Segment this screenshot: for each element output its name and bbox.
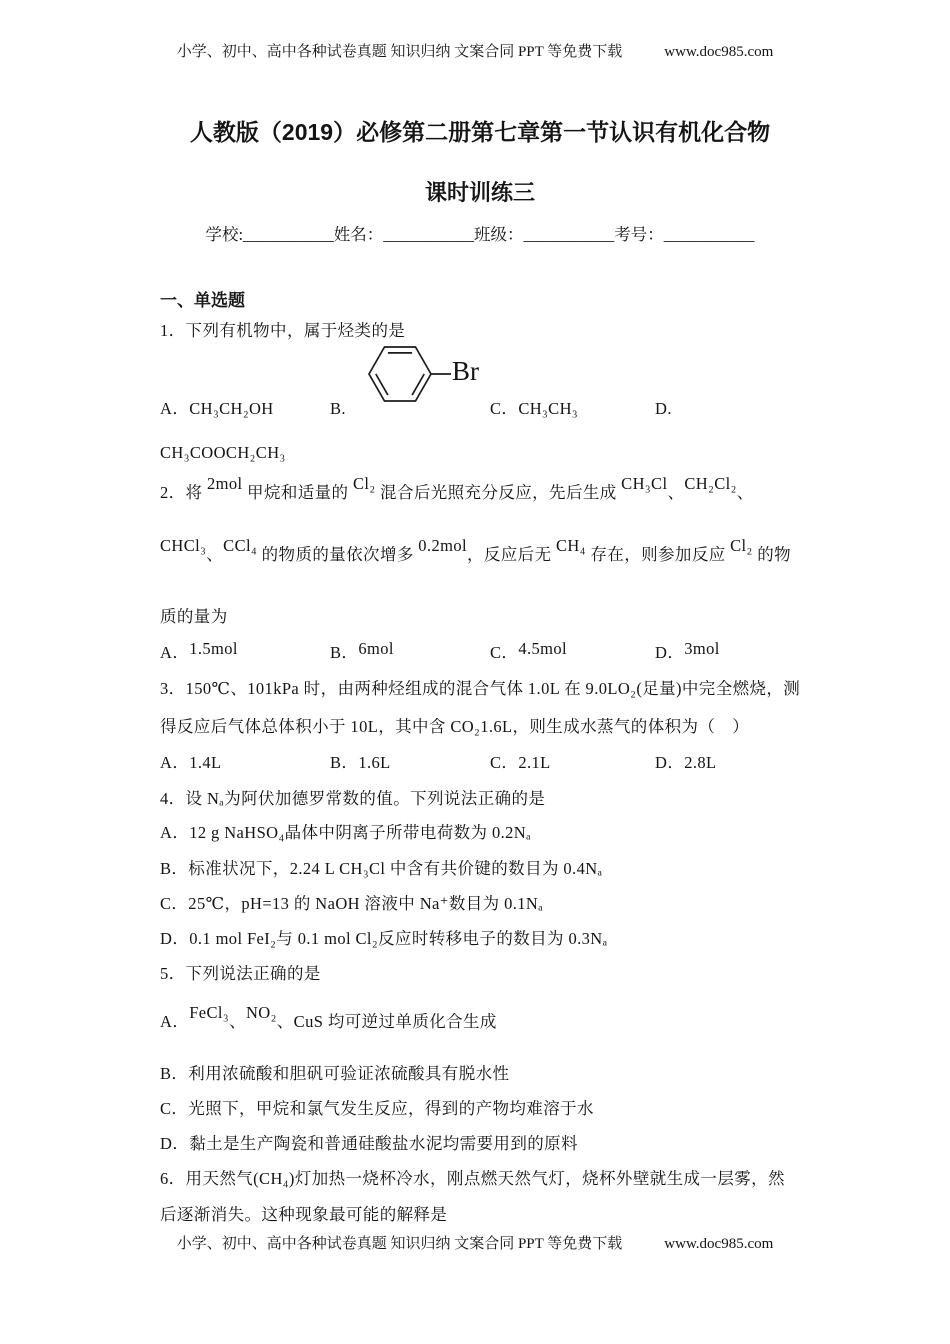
q1-option-c-formula: CH₃CH₃ — [518, 399, 579, 418]
benzene-ring-icon — [352, 334, 512, 416]
q1-option-c-label: C． — [490, 399, 519, 418]
header-site-url: www.doc985.com — [664, 44, 774, 60]
q2-stem-line3: 质的量为 — [160, 607, 228, 626]
q5-stem: 5．下列说法正确的是 — [160, 964, 321, 983]
footer-site-url: www.doc985.com — [664, 1236, 774, 1252]
q2-option-c — [490, 639, 655, 664]
header-promo-text: 小学、初中、高中各种试卷真题 知识归纳 文案合同 PPT 等免费下载 — [176, 44, 623, 60]
q6-stem-line2: 后逐渐消失。这种现象最可能的解释是 — [160, 1205, 448, 1224]
bromobenzene-structure — [352, 334, 512, 416]
q5-option-b: B．利用浓硫酸和胆矾可验证浓硫酸具有脱水性 — [160, 1064, 510, 1083]
document-content — [160, 0, 800, 1226]
q2-option-b-value: 6mol — [358, 639, 394, 658]
q1-option-b-label: B. — [330, 399, 346, 418]
q4-option-b: B．标准状况下，2.24 L CH₃Cl 中含有共价键的数目为 0.4Nₐ — [160, 859, 603, 878]
q2-option-a-value: 1.5mol — [189, 639, 238, 658]
q2-option-d — [655, 639, 800, 664]
q5-option-a: A．FeCl₃、NO₂、CuS 均可逆过单质化合生成 — [160, 1003, 497, 1031]
q2-option-b-label: B． — [330, 643, 359, 662]
q3-option-a — [160, 752, 330, 774]
q2-option-a-label: A． — [160, 643, 190, 662]
bromine-substituent-label: Br — [452, 356, 479, 386]
q4-option-c: C．25℃，pH=13 的 NaOH 溶液中 Na⁺数目为 0.1Nₐ — [160, 894, 544, 913]
footer-promo-text: 小学、初中、高中各种试卷真题 知识归纳 文案合同 PPT 等免费下载 — [176, 1236, 623, 1252]
q3-option-b-label: B． — [330, 753, 359, 772]
page-subtitle: 课时训练三 — [424, 180, 535, 205]
q6-stem-line1: 6．用天然气(CH₄)灯加热一烧杯冷水，刚点燃天然气灯，烧杯外壁就生成一层雾，然 — [160, 1169, 785, 1188]
q3-option-d — [655, 752, 800, 774]
q3-option-b — [330, 752, 490, 774]
q2-option-d-label: D． — [655, 643, 685, 662]
q1-option-a — [160, 398, 330, 420]
q3-stem-line1: 3．150℃、101kPa 时，由两种烃组成的混合气体 1.0L 在 9.0LO₂(足量)中完全燃烧，测 — [160, 679, 801, 698]
q5-option-d: D．黏土是生产陶瓷和普通硅酸盐水泥均需要用到的原料 — [160, 1134, 578, 1153]
q1-option-d — [655, 398, 800, 420]
q3-option-b-value: 1.6L — [358, 753, 391, 772]
q3-option-d-value: 2.8L — [684, 753, 717, 772]
q1-option-a-label: A． — [160, 399, 190, 418]
q3-option-c-value: 2.1L — [518, 753, 551, 772]
q3-option-a-value: 1.4L — [189, 753, 222, 772]
q2-option-b — [330, 639, 490, 664]
student-info-line: 学校:___________姓名：___________班级：___________考号：___________ — [205, 225, 755, 244]
q2-stem-line2: CHCl₃、CCl₄ 的物质的量依次增多 0.2mol，反应后无 CH₄ 存在，则参加反应 Cl₂ 的物 — [160, 536, 792, 564]
q4-option-a: A．12 g NaHSO₄晶体中阴离子所带电荷数为 0.2Nₐ — [160, 823, 531, 842]
q2-option-c-value: 4.5mol — [518, 639, 568, 658]
q2-stem-line1: 2．将 2mol 甲烷和适量的 Cl₂ 混合后光照充分反应，先后生成 CH₃Cl、CH₂Cl₂、 — [160, 474, 754, 502]
page-footer — [0, 1232, 950, 1253]
q4-option-d: D．0.1 mol FeI₂与 0.1 mol Cl₂反应时转移电子的数目为 0.3Nₐ — [160, 929, 608, 948]
q1-option-a-formula: CH₃CH₂OH — [189, 399, 274, 418]
q1-option-c — [490, 398, 655, 420]
q2-option-c-label: C． — [490, 643, 519, 662]
q3-option-d-label: D． — [655, 753, 685, 772]
page-title: 人教版（2019）必修第二册第七章第一节认识有机化合物 — [189, 119, 771, 145]
q3-option-c — [490, 752, 655, 774]
q1-option-d-formula: CH₃COOCH₂CH₃ — [160, 443, 286, 462]
q4-stem: 4．设 Nₐ为阿伏加德罗常数的值。下列说法正确的是 — [160, 789, 546, 808]
q2-options-row — [160, 639, 800, 664]
q1-option-d-label: D. — [655, 399, 672, 418]
q3-options-row — [160, 752, 800, 774]
q3-option-a-label: A． — [160, 753, 190, 772]
q5-option-c: C．光照下，甲烷和氯气发生反应，得到的产物均难溶于水 — [160, 1099, 594, 1118]
q2-option-d-value: 3mol — [684, 639, 720, 658]
q3-stem-line2: 得反应后气体总体积小于 10L，其中含 CO₂1.6L，则生成水蒸气的体积为（ ） — [160, 717, 750, 736]
q2-option-a — [160, 639, 330, 664]
q1-stem: 1．下列有机物中，属于烃类的是 — [160, 321, 406, 340]
q3-option-c-label: C． — [490, 753, 519, 772]
section-heading: 一、单选题 — [160, 291, 245, 310]
